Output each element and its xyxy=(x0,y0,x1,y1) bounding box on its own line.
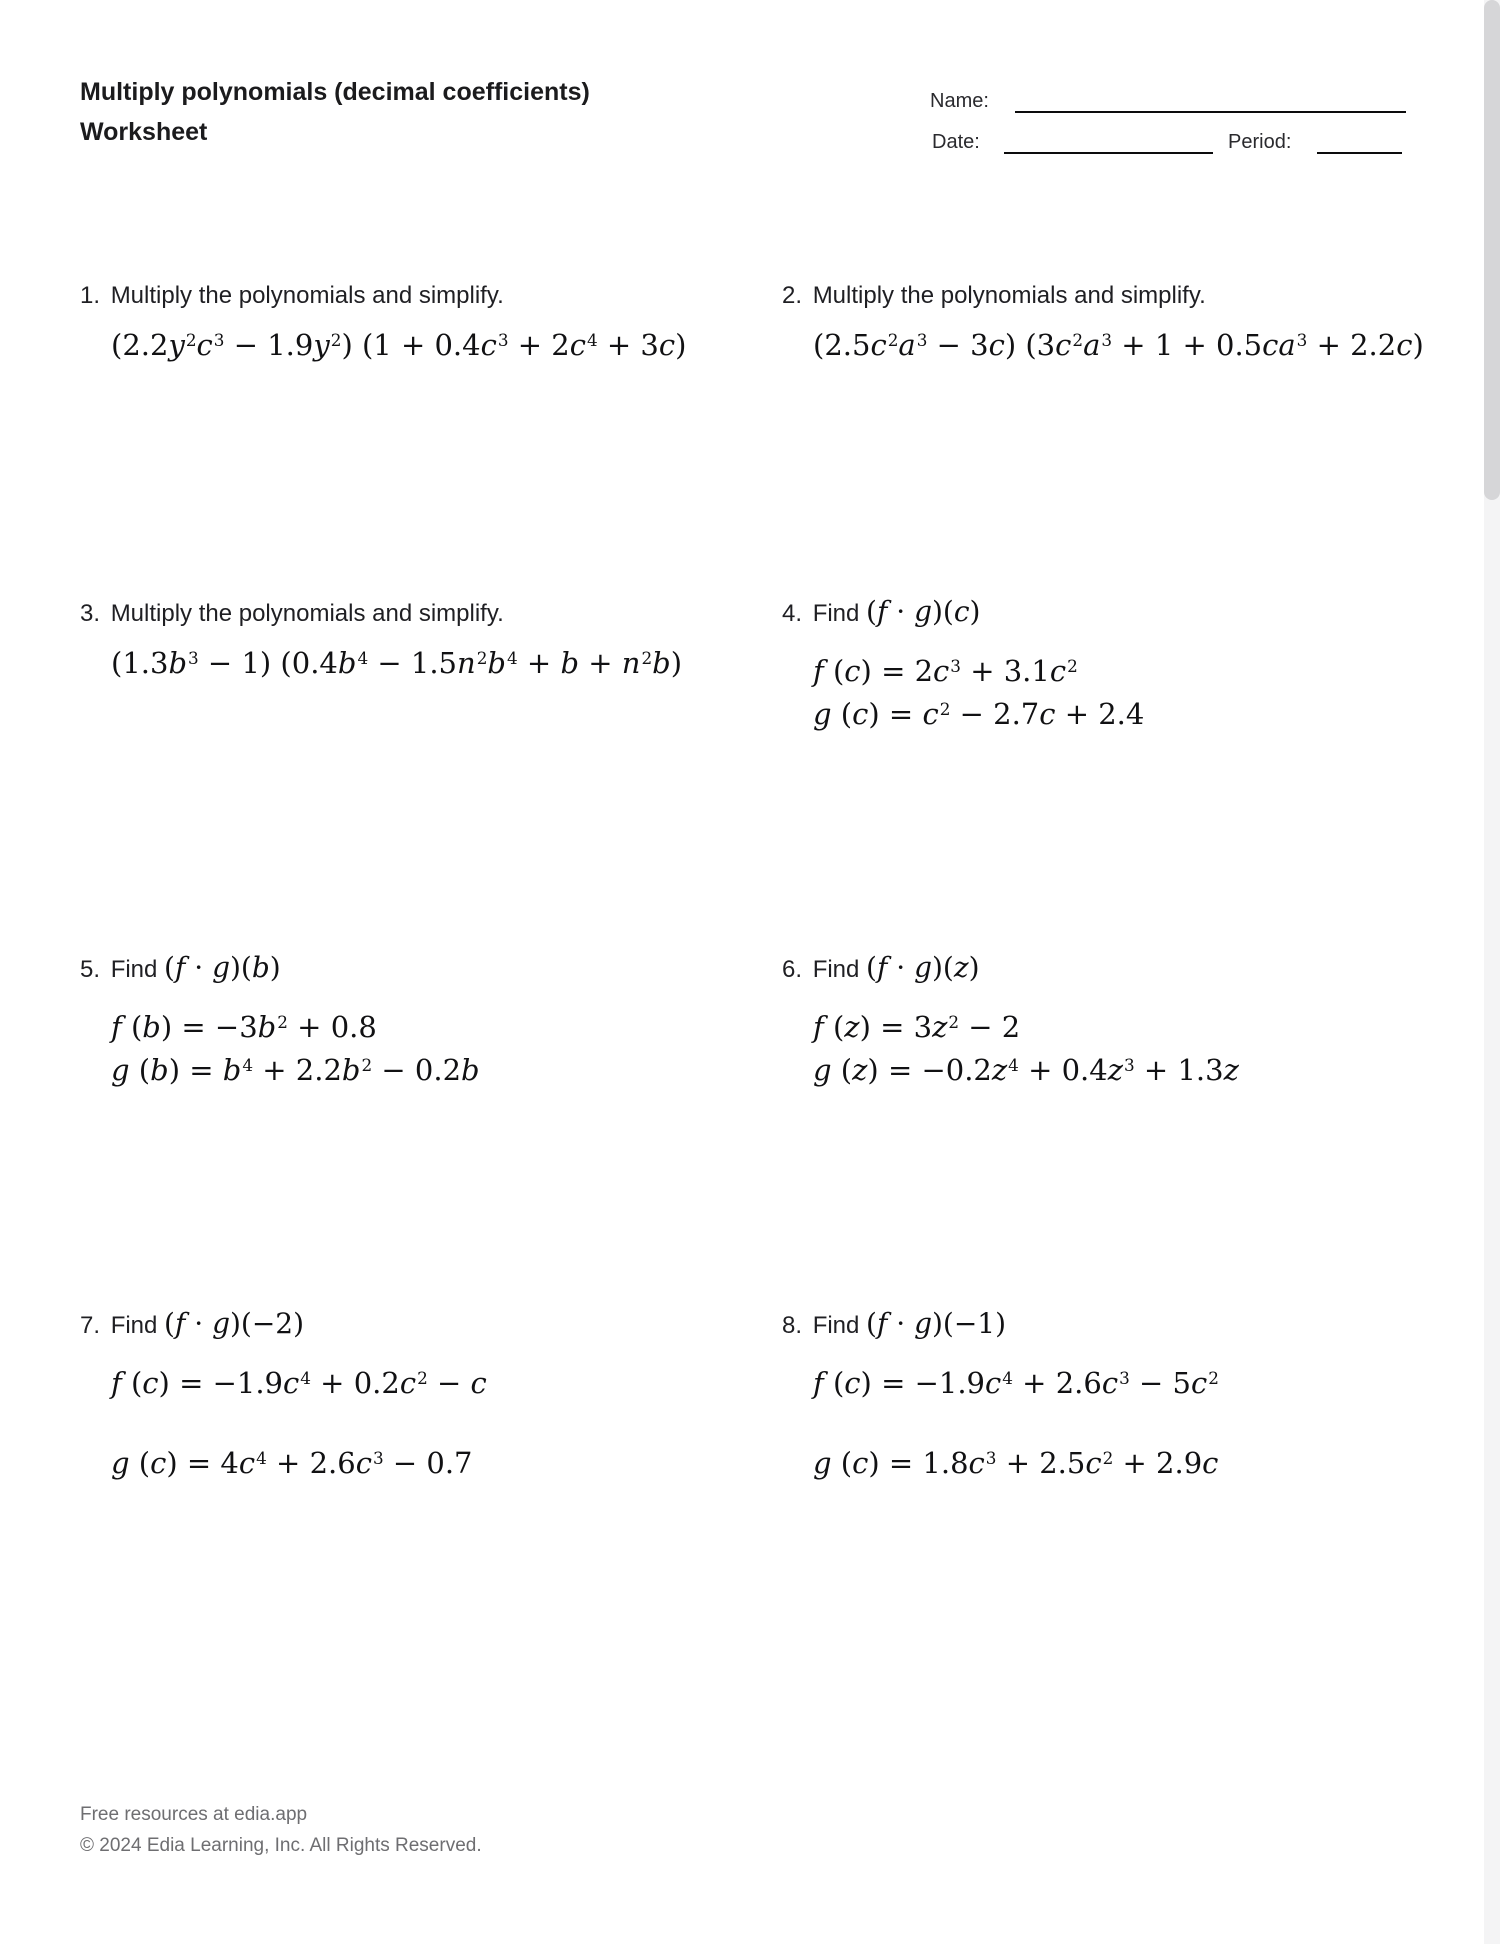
problem-7 xyxy=(80,1308,750,1485)
problem-2-expression: $(2.5c^2a^3 - 3c) (3c^2a^3 + 1 + 0.5ca^3 + 2.2c)$ xyxy=(813,328,1424,362)
problem-8-prompt-math: (f · g)(−1) xyxy=(866,1307,1007,1340)
problem-7-function-g-line: g $(c) = 4c^4 + 2.6c^3 - 0.7$ xyxy=(111,1446,473,1480)
problem-1 xyxy=(80,278,750,367)
problem-3-instruction: Multiply the polynomials and simplify. xyxy=(110,600,504,627)
footer-resource-text: Free resources at edia.app xyxy=(80,1804,308,1825)
problem-7-number: 7. xyxy=(80,1312,101,1339)
worksheet-title xyxy=(80,72,590,152)
problem-4 xyxy=(782,596,1452,736)
problem-1-number: 1. xyxy=(80,282,101,309)
date-label: Date: xyxy=(932,131,980,153)
problem-5-instruction: Find xyxy=(110,956,158,983)
problem-3-number: 3. xyxy=(80,600,101,627)
problem-7-instruction: Find xyxy=(110,1312,158,1339)
problem-3-prompt xyxy=(80,596,750,629)
name-blank-line xyxy=(1015,111,1406,113)
problem-4-instruction: Find xyxy=(812,600,860,627)
problem-3-expression: $(1.3b^3 - 1) (0.4b^4 - 1.5n^2b^4 + b + n^2b)$ xyxy=(111,646,683,680)
problem-6-function-f-line: f $(z) = 3z^2 - 2$ xyxy=(813,1010,1021,1044)
problem-6-number: 6. xyxy=(782,956,803,983)
scrollbar-track[interactable] xyxy=(1484,0,1500,1944)
name-label: Name: xyxy=(930,90,989,112)
problem-6-prompt xyxy=(782,952,1452,985)
problem-2-instruction: Multiply the polynomials and simplify. xyxy=(812,282,1206,309)
problem-7-prompt xyxy=(80,1308,750,1341)
problem-1-instruction: Multiply the polynomials and simplify. xyxy=(110,282,504,309)
worksheet-title-line2: Worksheet xyxy=(80,118,208,146)
problem-2-prompt xyxy=(782,278,1452,311)
problem-4-function-f-line: f $(c) = 2c^3 + 3.1c^2$ xyxy=(813,654,1078,688)
problem-4-function-g-line: g $(c) = c^2 - 2.7c + 2.4$ xyxy=(813,697,1145,731)
problem-4-number: 4. xyxy=(782,600,803,627)
problem-5-prompt-math: (f · g)(b) xyxy=(164,951,281,984)
problem-8-number: 8. xyxy=(782,1312,803,1339)
problem-6-function-g-line: g $(z) = -0.2z^4 + 0.4z^3 + 1.3z$ xyxy=(813,1053,1239,1087)
problem-1-prompt xyxy=(80,278,750,311)
problem-6-instruction: Find xyxy=(812,956,860,983)
scrollbar-thumb[interactable] xyxy=(1484,0,1500,500)
problem-2 xyxy=(782,278,1452,367)
footer-copyright: © 2024 Edia Learning, Inc. All Rights Reserved. xyxy=(80,1835,482,1856)
problem-8-prompt xyxy=(782,1308,1452,1341)
problem-5-function-g-line: g $(b) = b^4 + 2.2b^2 - 0.2b$ xyxy=(111,1053,480,1087)
problem-8-instruction: Find xyxy=(812,1312,860,1339)
problem-5-prompt xyxy=(80,952,750,985)
period-label: Period: xyxy=(1228,131,1292,153)
problem-5-number: 5. xyxy=(80,956,101,983)
problem-2-number: 2. xyxy=(782,282,803,309)
problem-4-prompt-math: (f · g)(c) xyxy=(866,595,981,628)
problem-5-function-f-line: f $(b) = -3b^2 + 0.8$ xyxy=(111,1010,377,1044)
problem-8 xyxy=(782,1308,1452,1485)
date-blank-line xyxy=(1004,152,1213,154)
problem-3 xyxy=(80,596,750,685)
problem-7-function-f-line: f $(c) = -1.9c^4 + 0.2c^2 - c$ xyxy=(111,1366,487,1400)
problem-8-function-f-line: f $(c) = -1.9c^4 + 2.6c^3 - 5c^2$ xyxy=(813,1366,1219,1400)
worksheet-title-line1: Multiply polynomials (decimal coefficients) xyxy=(80,78,590,106)
problem-6-prompt-math: (f · g)(z) xyxy=(866,951,980,984)
problem-6 xyxy=(782,952,1452,1092)
problem-8-function-g-line: g $(c) = 1.8c^3 + 2.5c^2 + 2.9c$ xyxy=(813,1446,1219,1480)
footer xyxy=(80,1799,482,1861)
problem-1-expression: $(2.2y^2c^3 - 1.9y^2) (1 + 0.4c^3 + 2c^4 + 3c)$ xyxy=(111,328,687,362)
problem-5 xyxy=(80,952,750,1092)
problem-4-prompt xyxy=(782,596,1452,629)
period-blank-line xyxy=(1317,152,1402,154)
problem-7-prompt-math: (f · g)(−2) xyxy=(164,1307,305,1340)
